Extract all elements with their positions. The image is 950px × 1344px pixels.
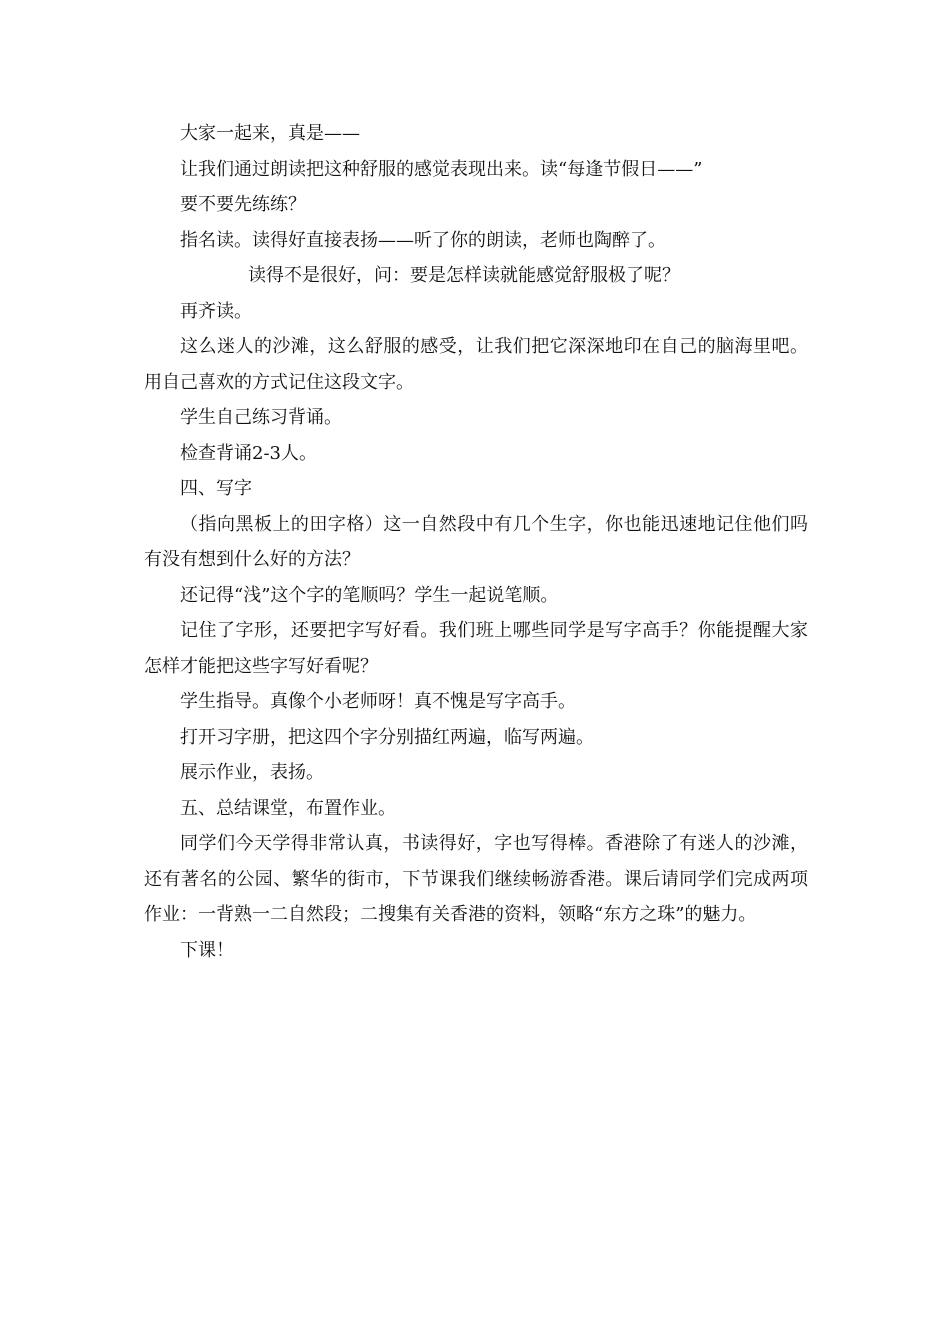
paragraph: 读得不是很好，问：要是怎样读就能感觉舒服极了呢？ bbox=[248, 265, 680, 286]
paragraph: 检查背诵2-3人。 bbox=[180, 442, 317, 464]
paragraph: 学生自己练习背诵。 bbox=[180, 407, 342, 428]
section-heading: 四、写字 bbox=[180, 478, 252, 499]
section-heading: 五、总结课堂，布置作业。 bbox=[180, 797, 396, 819]
paragraph: 还记得“浅”这个字的笔顺吗？学生一起说笔顺。 bbox=[180, 584, 559, 606]
paragraph: 这么迷人的沙滩，这么舒服的感受，让我们把它深深地印在自己的脑海里吧。用自己喜欢的方式记住这段文字。 bbox=[144, 336, 808, 393]
paragraph: 展示作业，表扬。 bbox=[180, 762, 324, 783]
paragraph: 下课！ bbox=[180, 939, 234, 961]
document-body bbox=[144, 116, 808, 968]
paragraph: （指向黑板上的田字格）这一自然段中有几个生字，你也能迅速地记住他们吗有没有想到什么好的方法？ bbox=[144, 513, 808, 570]
paragraph: 指名读。读得好直接表扬——听了你的朗读，老师也陶醉了。 bbox=[180, 229, 666, 251]
paragraph: 打开习字册，把这四个字分别描红两遍，临写两遍。 bbox=[180, 726, 594, 748]
paragraph: 让我们通过朗读把这种舒服的感觉表现出来。读“每逢节假日——” bbox=[180, 158, 703, 180]
paragraph: 要不要先练练？ bbox=[180, 194, 306, 215]
paragraph: 大家一起来，真是—— bbox=[180, 123, 360, 144]
paragraph: 记住了字形，还要把字写好看。我们班上哪些同学是写字高手？你能提醒大家怎样才能把这些字写好看呢？ bbox=[144, 620, 808, 677]
paragraph: 学生指导。真像个小老师呀！真不愧是写字高手。 bbox=[180, 691, 576, 712]
paragraph: 再齐读。 bbox=[180, 300, 252, 322]
paragraph: 同学们今天学得非常认真，书读得好，字也写得棒。香港除了有迷人的沙滩，还有著名的公园、繁华的街市，下节课我们继续畅游香港。课后请同学们完成两项作业：一背熟一二自然段；二搜集有关香港的资料，领略“东方之珠”的魅力。 bbox=[144, 833, 808, 925]
